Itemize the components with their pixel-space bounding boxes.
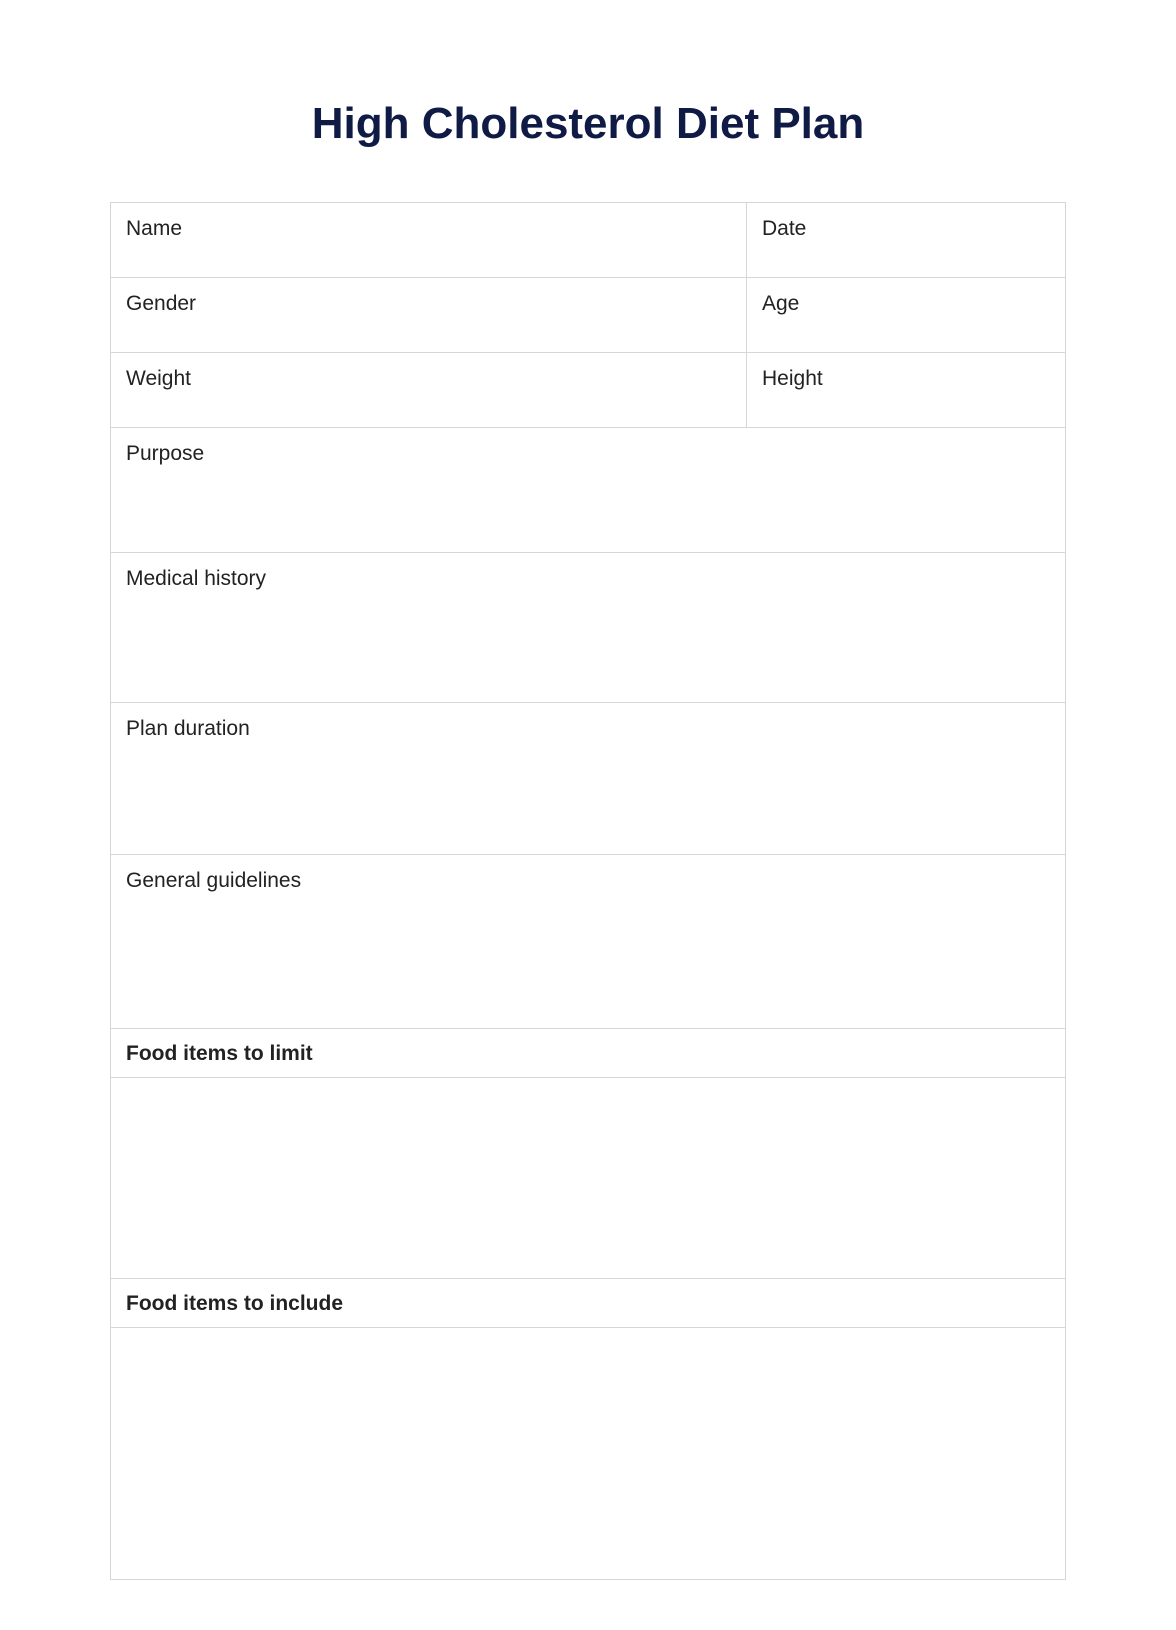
limit-section-label: Food items to limit [126, 1042, 313, 1065]
section-header-include [111, 1279, 1066, 1328]
diet-plan-form [110, 202, 1066, 1580]
weight-field[interactable] [111, 353, 747, 428]
plan-duration-label: Plan duration [126, 717, 250, 740]
form-row-medical-history [111, 553, 1066, 703]
form-row-gender-age [111, 278, 1066, 353]
include-content-row [111, 1328, 1066, 1580]
form-row-purpose [111, 428, 1066, 553]
limit-content-row [111, 1078, 1066, 1279]
gender-field[interactable] [111, 278, 747, 353]
include-header-cell [111, 1279, 1066, 1328]
date-label: Date [762, 217, 807, 240]
height-label: Height [762, 367, 823, 390]
purpose-field[interactable] [111, 428, 1066, 553]
section-header-limit [111, 1029, 1066, 1078]
limit-header-cell [111, 1029, 1066, 1078]
age-label: Age [762, 292, 800, 315]
weight-label: Weight [126, 367, 191, 390]
limit-content-area[interactable] [111, 1078, 1066, 1279]
medical-history-label: Medical history [126, 567, 267, 590]
include-content-area[interactable] [111, 1328, 1066, 1580]
plan-duration-field[interactable] [111, 703, 1066, 855]
medical-history-field[interactable] [111, 553, 1066, 703]
general-guidelines-field[interactable] [111, 855, 1066, 1029]
name-label: Name [126, 217, 183, 240]
age-field[interactable] [747, 278, 1066, 353]
date-field[interactable] [747, 203, 1066, 278]
gender-label: Gender [126, 292, 197, 315]
include-section-label: Food items to include [126, 1292, 344, 1315]
height-field[interactable] [747, 353, 1066, 428]
form-row-general-guidelines [111, 855, 1066, 1029]
general-guidelines-label: General guidelines [126, 869, 302, 892]
name-field[interactable] [111, 203, 747, 278]
form-row-plan-duration [111, 703, 1066, 855]
form-row-weight-height [111, 353, 1066, 428]
form-row-name-date [111, 203, 1066, 278]
purpose-label: Purpose [126, 442, 205, 465]
page-title: High Cholesterol Diet Plan [311, 99, 865, 148]
